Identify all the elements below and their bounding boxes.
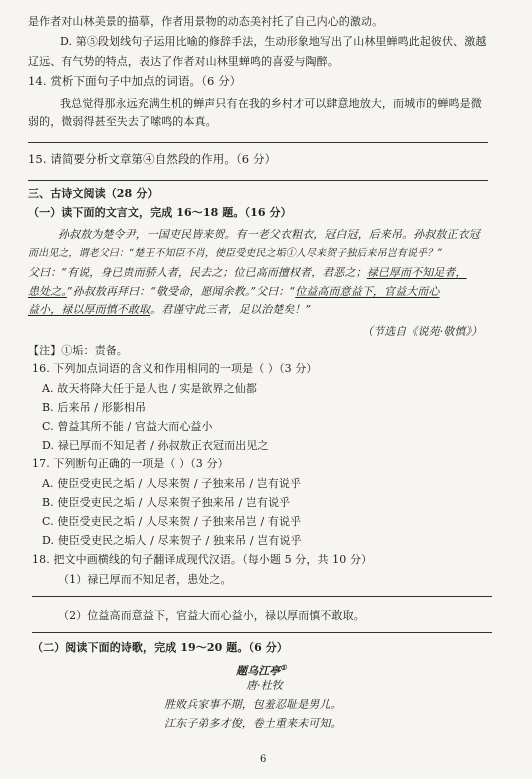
text-span: 父曰：“有说，身已贵而骄人者，民去之；位已高而擅权者，君恶之； [28,266,367,279]
option-a: A. 使臣受吏民之垢 / 人尽来贺 / 子独来吊 / 岂有说乎 [42,477,302,490]
option-d: D. 使臣受吏民之垢人 / 尽来贺子 / 独来吊 / 岂有说乎 [42,534,302,547]
option-b: B. 后来吊 / 形影相吊 [42,401,147,414]
poem-title [236,660,287,679]
poem-line: 胜败兵家事不期，包羞忍耻是男儿。 [164,698,342,711]
footnote-marker: ① [280,663,287,672]
poem-title-text: 题乌江亭 [236,664,281,678]
option-a: A. 故天将降大任于是人也 / 实是欲界之仙都 [42,382,257,395]
question-15: 15. 请简要分析文章第④自然段的作用。（6 分） [28,152,277,166]
text-line: 是作者对山林美景的描摹，作者用景物的动态美衬托了自己内心的激动。 [28,15,384,28]
classical-text-line [28,284,440,299]
sub-question-1: （1）禄已厚而不知足者，患处之。 [58,573,232,586]
text-span: 。君谨守此三者，足以治楚矣！” [150,303,312,316]
classical-text-line: 而出见之，谓老父曰：“楚王不知臣不肖，使臣受吏民之垢①人尽来贺子独后来吊岂有说乎？” [28,248,443,259]
poem-line: 江东子弟多才俊，卷土重来未可知。 [164,717,342,730]
text-span: ”孙叔敖再拜曰：“敬受命，愿闻余教。”父曰：“ [66,285,296,298]
quoted-sentence-cont: 弱的，微弱得甚至失去了嗦鸣的本真。 [28,115,217,128]
question-14: 14. 赏析下面句子中加点的词语。（6 分） [28,74,242,88]
source-note: （节选自《说苑·敬慎》） [362,325,483,338]
answer-line [32,632,492,633]
classical-text-line [28,302,311,317]
question-18: 18. 把文中画横线的句子翻译成现代汉语。（每小题 5 分，共 10 分） [32,553,373,566]
option-d-line: D. 第⑤段划线句子运用比喻的修辞手法，生动形象地写出了山林里蝉鸣此起彼伏、激越 [60,35,487,48]
section-heading: 三、古诗文阅读（28 分） [28,187,159,200]
page-number: 6 [260,754,267,765]
footnote: 【注】①垢：责备。 [28,344,128,357]
option-c: C. 曾益其所不能 / 官益大而心益小 [42,420,213,433]
classical-text-line [28,265,467,280]
subsection-heading: （二）阅读下面的诗歌，完成 19～20 题。（6 分） [32,641,288,654]
classical-text-line: 孙叔敖为楚令尹，一国吏民皆来贺。有一老父衣粗衣，冠白冠，后来吊。孙叔敖正衣冠 [58,228,480,241]
poem-author: 唐·杜牧 [246,679,283,692]
quoted-sentence: 我总觉得那永远充满生机的蝉声只有在我的乡村才可以肆意地放大，而城市的蝉鸣是微 [60,97,482,110]
sub-question-2: （2）位益高而意益下，官益大而心益小，禄以厚而慎不敢取。 [58,609,365,622]
option-b: B. 使臣受吏民之垢 / 人尽来贺子独来吊 / 岂有说乎 [42,496,291,509]
underlined-sentence: 位益高而意益下，官益大而心 [295,285,440,298]
subsection-heading: （一）读下面的文言文，完成 16～18 题。（16 分） [28,206,292,219]
question-16: 16. 下列加点词语的含义和作用相同的一项是（ ）（3 分） [32,362,318,375]
answer-line [28,142,488,143]
underlined-sentence: 益小，禄以厚而慎不敢取 [28,303,151,316]
question-17: 17. 下列断句正确的一项是（ ）（3 分） [32,457,229,470]
underlined-sentence: 患处之。 [28,285,67,298]
option-d: D. 禄已厚而不知足者 / 孙叔敖正衣冠而出见之 [42,439,269,452]
underlined-sentence: 禄已厚而不知足者， [366,266,467,279]
option-c: C. 使臣受吏民之垢 / 人尽来贺 / 子独来吊岂 / 有说乎 [42,515,302,528]
answer-line [28,180,488,181]
answer-line [32,596,492,597]
text-line: 辽远、有气势的特点，表达了作者对山林里蝉鸣的喜爱与陶醉。 [28,55,339,68]
